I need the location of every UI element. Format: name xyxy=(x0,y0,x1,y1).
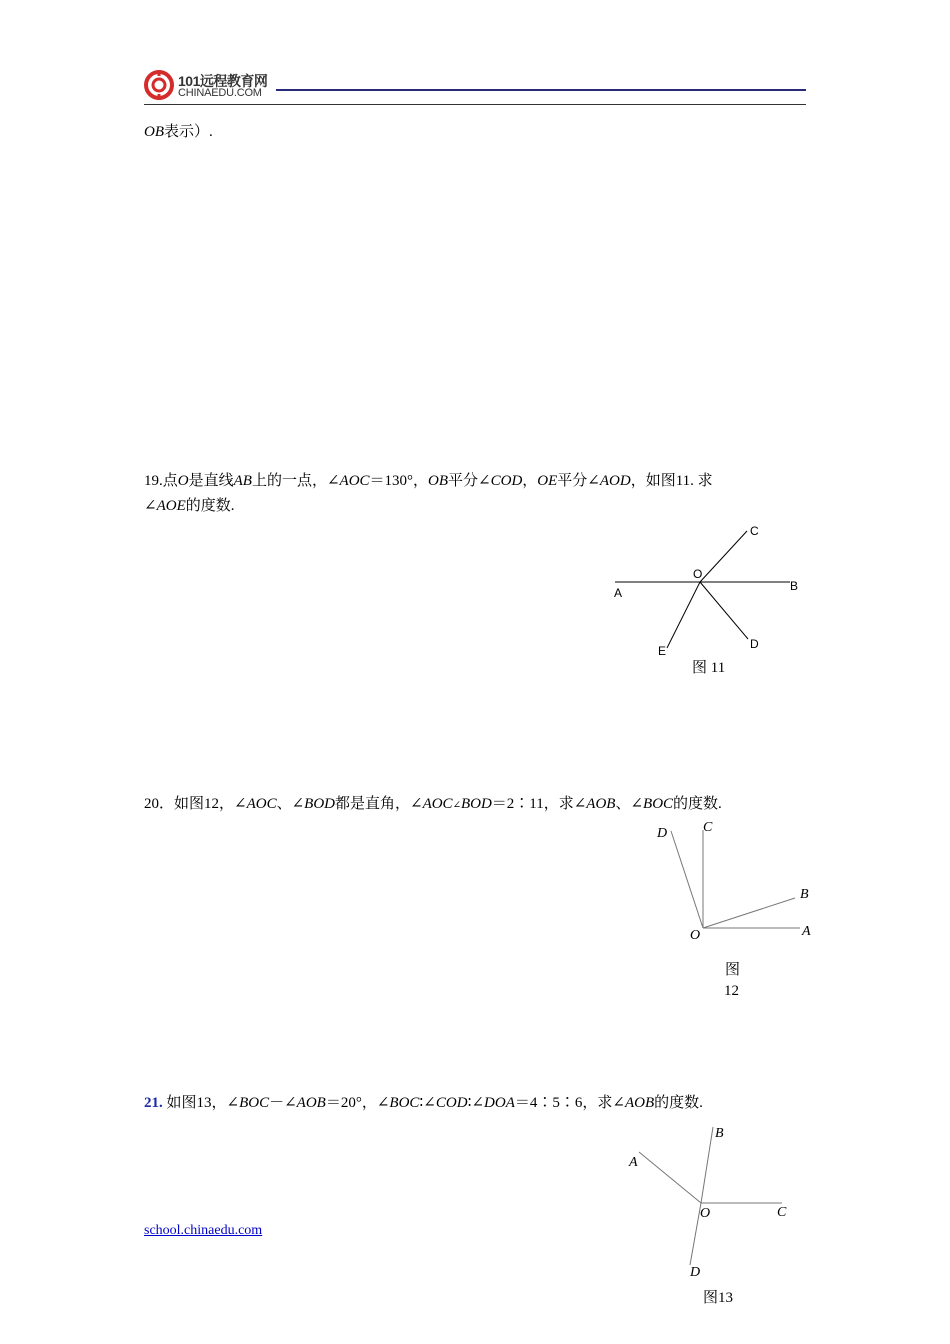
figure-12-diagram xyxy=(640,815,830,950)
chinaedu-logo-icon xyxy=(144,70,174,100)
q19-line-1: 19.点O是直线AB上的一点，∠AOC＝130°，OB平分∠COD，OE平分∠AOD，如图11. 求 xyxy=(144,473,713,489)
figure-13-caption: 图13 xyxy=(703,1290,734,1306)
ray-ob xyxy=(703,898,795,928)
label-d: D xyxy=(657,826,668,841)
ray-oc xyxy=(700,531,747,582)
q21-line: 21. 如图13，∠BOC－∠AOB＝20°，∠BOC∶∠COD∶∠DOA＝4∶5∶6，求∠AOB的度数. xyxy=(144,1095,703,1111)
label-o: O xyxy=(700,1206,711,1221)
label-c: C xyxy=(750,524,759,538)
label-a: A xyxy=(629,1155,638,1170)
ray-oa xyxy=(639,1152,701,1203)
label-e: E xyxy=(658,644,667,658)
label-c: C xyxy=(703,820,713,835)
figure-12-caption-2: 12 xyxy=(724,983,739,999)
figure-12 xyxy=(640,815,830,999)
q19-line-2: ∠AOE的度数. xyxy=(144,498,235,514)
figure-13-diagram xyxy=(615,1115,815,1280)
continuation-text: OB表示）. xyxy=(144,124,213,140)
page-header xyxy=(144,70,806,110)
ray-od xyxy=(671,831,703,928)
label-c: C xyxy=(777,1205,787,1220)
logo-subtitle: CHINAEDU.COM xyxy=(178,87,262,99)
figure-13 xyxy=(615,1115,815,1306)
label-o: O xyxy=(693,567,703,581)
label-a: A xyxy=(802,924,811,939)
label-a: A xyxy=(614,586,623,600)
q20-line: 20．如图12，∠AOC、∠BOD都是直角，∠AOC∠BOD＝2∶11，求∠AOB、∠BOC的度数. xyxy=(144,796,722,812)
label-o: O xyxy=(690,928,701,943)
footer-link[interactable]: school.chinaedu.com xyxy=(144,1223,263,1238)
header-rule-blue xyxy=(276,89,806,91)
ray-od xyxy=(700,582,748,639)
figure-11-diagram xyxy=(600,515,820,675)
label-b: B xyxy=(715,1126,724,1141)
ray-oe xyxy=(667,582,700,648)
label-b: B xyxy=(790,579,799,593)
ray-ob xyxy=(701,1127,713,1203)
label-d: D xyxy=(690,1265,701,1280)
figure-12-caption-1: 图 xyxy=(725,962,741,978)
figure-11 xyxy=(600,515,820,680)
label-b: B xyxy=(800,887,809,902)
header-rule-black xyxy=(144,104,806,105)
label-d: D xyxy=(750,637,759,651)
logo-title: 101远程教育网 xyxy=(178,73,268,89)
figure-11-caption: 图 11 xyxy=(692,660,726,676)
